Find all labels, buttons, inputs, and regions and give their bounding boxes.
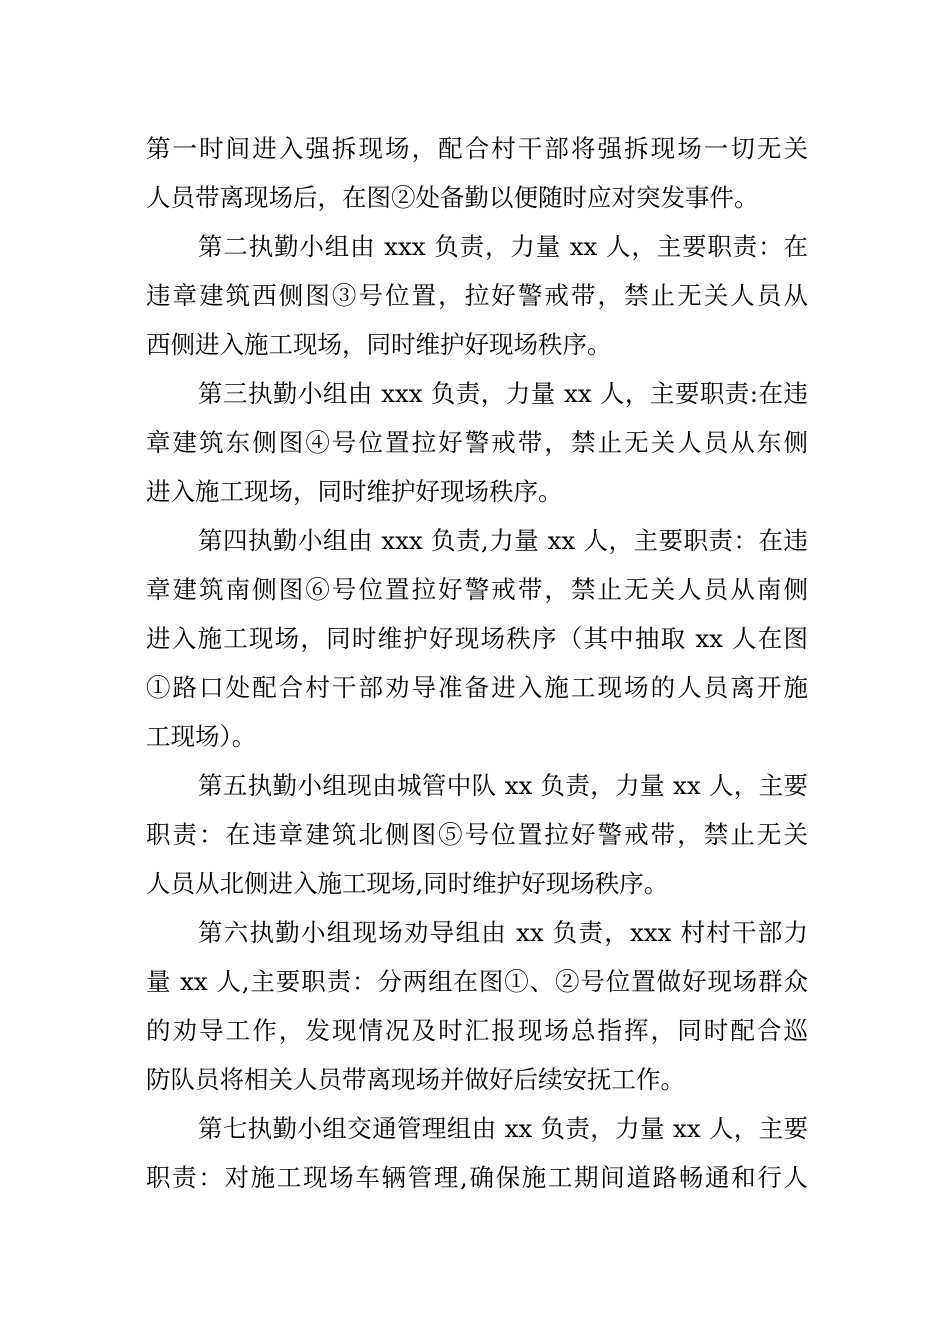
- text-line: 第一时间进入强拆现场，配合村干部将强拆现场一切无关: [146, 134, 808, 163]
- text-line: 人员从北侧进入施工现场,同时维护好现场秩序。: [146, 869, 669, 898]
- text-line: 第三执勤小组由 xxx 负责，力量 xx 人，主要职责:在违: [198, 379, 808, 408]
- text-line: 工现场）。: [146, 722, 257, 751]
- text-line: 西侧进入施工现场，同时维护好现场秩序。: [146, 330, 612, 359]
- paragraph: [146, 516, 808, 761]
- text-line: 进入施工现场，同时维护好现场秩序（其中抽取 xx 人在图: [146, 624, 808, 653]
- text-line: 章建筑东侧图④号位置拉好警戒带，禁止无关人员从东侧: [146, 428, 808, 457]
- text-line: 第二执勤小组由 xxx 负责，力量 xx 人，主要职责：在: [198, 232, 808, 261]
- text-line: 第四执勤小组由 xxx 负责,力量 xx 人，主要职责：在违: [198, 526, 808, 555]
- paragraph: [146, 222, 808, 369]
- text-line: 职责：对施工现场车辆管理,确保施工期间道路畅通和行人: [146, 1163, 808, 1192]
- text-line: ①路口处配合村干部劝导准备进入施工现场的人员离开施: [146, 673, 808, 702]
- text-line: 职责：在违章建筑北侧图⑤号位置拉好警戒带，禁止无关: [146, 820, 808, 849]
- text-line: 第七执勤小组交通管理组由 xx 负责，力量 xx 人，主要: [198, 1114, 808, 1143]
- paragraph: [146, 1104, 808, 1202]
- paragraph: [146, 761, 808, 908]
- text-line: 的劝导工作，发现情况及时汇报现场总指挥，同时配合巡: [146, 1016, 808, 1045]
- text-line: 防队员将相关人员带离现场并做好后续安抚工作。: [146, 1065, 685, 1094]
- text-line: 第五执勤小组现由城管中队 xx 负责，力量 xx 人，主要: [198, 771, 808, 800]
- paragraph: [146, 369, 808, 516]
- paragraph: [146, 908, 808, 1104]
- text-line: 进入施工现场，同时维护好现场秩序。: [146, 477, 563, 506]
- text-line: 人员带离现场后，在图②处备勤以便随时应对突发事件。: [146, 183, 759, 212]
- text-line: 第六执勤小组现场劝导组由 xx 负责，xxx 村村干部力: [198, 918, 808, 947]
- text-line: 量 xx 人,主要职责：分两组在图①、②号位置做好现场群众: [146, 967, 808, 996]
- document-page: [146, 124, 808, 1202]
- paragraph: [146, 124, 808, 222]
- text-line: 章建筑南侧图⑥号位置拉好警戒带，禁止无关人员从南侧: [146, 575, 808, 604]
- text-line: 违章建筑西侧图③号位置，拉好警戒带，禁止无关人员从: [146, 281, 808, 310]
